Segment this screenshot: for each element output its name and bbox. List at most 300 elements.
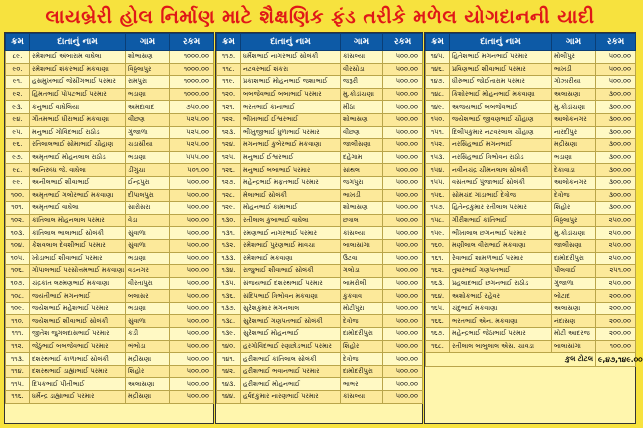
donor-no: ૧૧૭. <box>217 51 241 64</box>
table-row <box>6 328 214 341</box>
table-row <box>217 391 423 404</box>
header-village: ગામ <box>126 34 170 51</box>
donor-amount: ૫૦૦.૦૦ <box>383 391 423 404</box>
donor-village: સાંથલ <box>341 164 383 177</box>
donor-no: ૧૧૨. <box>6 340 30 353</box>
table-row <box>6 290 214 303</box>
table-row <box>6 302 214 315</box>
table-row <box>217 353 423 366</box>
donor-no: ૧૦૯. <box>6 302 30 315</box>
donor-amount: ૫૦૦.૦૦ <box>170 365 214 378</box>
table-row <box>6 252 214 265</box>
table-row <box>217 302 423 315</box>
table-row <box>6 164 214 177</box>
donor-amount: ૫૦૦.૦૦ <box>170 252 214 265</box>
donor-amount: ૫૦૦.૦૦ <box>383 101 423 114</box>
table-row <box>217 202 423 215</box>
table-row <box>217 139 423 152</box>
table-row <box>217 76 423 89</box>
donor-name: તુષારભાઈ ગણપતભાઈ <box>450 265 552 278</box>
table-row <box>6 265 214 278</box>
donor-no: ૧૦૨. <box>6 214 30 227</box>
table-row <box>6 76 214 89</box>
donor-no: ૧૧૧. <box>6 328 30 341</box>
header-name: દાતાનું નામ <box>30 34 126 51</box>
donor-no: ૧૪૨. <box>217 365 241 378</box>
donor-no: ૧૬૫. <box>426 302 450 315</box>
donor-no: ૧૪૦. <box>217 340 241 353</box>
table-row <box>426 151 636 164</box>
header-amount: રકમ <box>170 34 214 51</box>
donor-name: સુરેશભાઈ ગણપતભાઈ સોલંકી <box>241 315 341 328</box>
donor-amount: ૨૦૦.૦૦ <box>596 290 636 303</box>
donor-name: હરીશભાઈ કાંતિલાલ સોલંકી <box>241 353 341 366</box>
donor-village: ભાખડી <box>341 189 383 202</box>
table-row <box>6 126 214 139</box>
donor-no: ૯૧. <box>6 76 30 89</box>
donor-village: કાંસલ્યા <box>341 51 383 64</box>
table-row <box>6 139 214 152</box>
donor-name: અનિરુધ્ધ જે. વાઘેલા <box>30 164 126 177</box>
table-row <box>6 365 214 378</box>
donor-amount: ૫૦૦.૦૦ <box>383 189 423 202</box>
donor-village: બોટાદ <box>552 290 596 303</box>
donor-village: અલાસણા <box>126 378 170 391</box>
header-village: ગામ <box>341 34 383 51</box>
donor-name: જેઠુભાઈ બબજેવભાઈ પરમાર <box>30 340 126 353</box>
donor-amount: ૫૦૦.૦૦ <box>170 227 214 240</box>
table-row <box>426 189 636 202</box>
donor-no: ૧૦૪. <box>6 239 30 252</box>
table-row <box>6 378 214 391</box>
donor-tables <box>4 32 643 424</box>
table-row <box>426 139 636 152</box>
table-row <box>426 88 636 101</box>
donor-no: ૧૫૮. <box>426 214 450 227</box>
donor-amount: ૫૫૫.૦૦ <box>170 151 214 164</box>
donor-no: ૧૨૭. <box>217 176 241 189</box>
donor-amount: ૫૦૦.૦૦ <box>383 126 423 139</box>
donor-name: મહેન્દ્રભાઈ જેઠાભાઈ પરમાર <box>450 328 552 341</box>
donor-amount: ૫૦૦.૦૦ <box>383 252 423 265</box>
table-row <box>426 214 636 227</box>
donor-no: ૧૩૧. <box>217 227 241 240</box>
table-row <box>426 239 636 252</box>
donor-village: ભંભોડા <box>126 340 170 353</box>
donor-no: ૧૬૭. <box>426 328 450 341</box>
table-row <box>217 214 423 227</box>
donor-amount: ૫૦૦.૦૦ <box>383 277 423 290</box>
donor-amount: ૫૦૦.૦૦ <box>170 202 214 215</box>
donor-name: કાંતિલાલ મોહનલાલ પરમાર <box>30 214 126 227</box>
donor-no: ૧૦૦. <box>6 189 30 202</box>
donor-amount: ૨૫૦.૦૦ <box>596 252 636 265</box>
donor-amount: ૫૦૦.૦૦ <box>170 290 214 303</box>
donor-amount: ૫૦૦.૦૦ <box>170 340 214 353</box>
donor-no: ૧૫૩. <box>426 151 450 164</box>
donor-village: ઉટવા <box>341 252 383 265</box>
donor-amount: ૫૦૦.૦૦ <box>383 202 423 215</box>
donor-no: ૧૩૭. <box>217 302 241 315</box>
table-row <box>6 239 214 252</box>
table-row <box>217 101 423 114</box>
donor-amount: ૫૦૦.૦૦ <box>383 365 423 378</box>
donor-name: મનુભાઈ ઈશ્વરભાઈ <box>241 151 341 164</box>
donor-village: કાંસલ્યા <box>341 391 383 404</box>
donor-no: ૧૦૫. <box>6 252 30 265</box>
donor-village: શોભાસણ <box>126 51 170 64</box>
donor-village: નંદાસણ <box>552 315 596 328</box>
donor-name: મગનભાઈ કુબેરભાઈ મકવાણા <box>241 139 341 152</box>
donor-village: વીંછણ <box>341 126 383 139</box>
donor-name: ભીખાભાઈ ઈશ્વરભાઈ <box>241 113 341 126</box>
donor-village: જરૂરી <box>341 76 383 89</box>
donor-village: જાલીસણા <box>552 239 596 252</box>
table-row <box>6 214 214 227</box>
donor-amount: ૩૦૦.૦૦ <box>596 88 636 101</box>
donor-village: વીરસોડા <box>341 63 383 76</box>
donor-no: ૧૨૧. <box>217 101 241 114</box>
donor-no: ૯૨. <box>6 88 30 101</box>
donor-name: હસમુખભાઈ જેસીંગભાઈ પરમાર <box>30 76 126 89</box>
donor-name: રતીલાલ કુબાભાઈ વાઘેલા <box>241 214 341 227</box>
donor-amount: ૧૦૦૦.૦૦ <box>170 76 214 89</box>
donor-amount: ૫૦૦.૦૦ <box>170 176 214 189</box>
donor-name: ધીરુભાઈ જોઈતારામ પરમાર <box>450 76 552 89</box>
donor-village: દામોદરીપુરા <box>552 252 596 265</box>
total-amount: ૯,૪૭,૧૪૯.૦૦ <box>596 353 636 367</box>
donor-amount: ૫૨૫.૦૦ <box>170 139 214 152</box>
donor-name: રતીલાલ બાબુલાલ એસ. ચાવડા <box>450 340 552 353</box>
donor-name: હિતેન્દ્રકુમાર રતીલાલ પરમાર <box>450 202 552 215</box>
donor-village: ભડાણા <box>126 302 170 315</box>
donor-no: ૧૨૬. <box>217 164 241 177</box>
donor-amount: ૫૦૦.૦૦ <box>383 214 423 227</box>
table-row <box>6 202 214 215</box>
donor-village: દેકાવાડા <box>552 164 596 177</box>
donor-village: ડીંગુચા <box>126 164 170 177</box>
donor-name: ચંદ્રકાંત લક્ષ્મણભાઈ મકવાણા <box>30 277 126 290</box>
donor-amount: ૩૦૦.૦૦ <box>596 151 636 164</box>
donor-amount: ૧૦૦૦.૦૦ <box>170 51 214 64</box>
table-row <box>217 113 423 126</box>
donor-name: ગીરીશભાઈ કાંતિભાઈ <box>450 214 552 227</box>
table-row <box>217 227 423 240</box>
donor-village: સુંવાળા <box>126 227 170 240</box>
table-row <box>6 227 214 240</box>
table-row <box>217 328 423 341</box>
table-row <box>426 164 636 177</box>
donor-name: હિતેશભાઈ મગનભાઈ પરમાર <box>450 51 552 64</box>
table-row <box>6 101 214 114</box>
page-title: લાયબ્રેરી હોલ નિર્માણ માટે શૈક્ષણિક ફંડ તરીકે મળેલ યોગદાનની યાદી <box>45 6 595 28</box>
donor-village: મદ્રીસણા <box>552 139 596 152</box>
table-row <box>426 101 636 114</box>
donor-village: કડી <box>126 328 170 341</box>
donor-village: મુ.કોડાંચણા <box>552 101 596 114</box>
donor-amount: ૨૦૦.૦૦ <box>596 328 636 341</box>
donor-amount: ૫૦૦.૦૦ <box>383 353 423 366</box>
donor-amount: ૫૦૦.૦૦ <box>383 88 423 101</box>
header-no: ક્રમ <box>217 34 241 51</box>
donor-name: રેવાભાઈ શામળભાઈ પરમાર <box>450 252 552 265</box>
donor-no: ૧૧૦. <box>6 315 30 328</box>
donor-no: ૧૧૩. <box>6 353 30 366</box>
donor-village: ગલોડા <box>341 265 383 278</box>
donor-no: ૧૫૯. <box>426 227 450 240</box>
donor-village: ભાભર <box>341 378 383 391</box>
donor-name: ભરતભાઈ કાનાભાઈ <box>241 101 341 114</box>
donor-name: હિંમતભાઈ પોપટભાઈ પરમાર <box>30 88 126 101</box>
table-row <box>217 290 423 303</box>
donor-village: બામરોલી <box>341 277 383 290</box>
donor-no: ૧૩૯. <box>217 328 241 341</box>
donor-no: ૧૦૧. <box>6 202 30 215</box>
donor-village: ગુંજાળા <box>126 126 170 139</box>
donor-amount: ૫૨૫.૦૦ <box>170 113 214 126</box>
donor-name: દશરથભાઈ ડાહ્યાભાઈ પરમાર <box>30 365 126 378</box>
header-name: દાતાનું નામ <box>450 34 552 51</box>
table-row <box>6 315 214 328</box>
donor-amount: ૫૦૦.૦૦ <box>383 113 423 126</box>
donor-name: દિપકભાઈ પીતીભાઈ <box>30 378 126 391</box>
donor-name: સંદિપભાઈ ત્રિભોવન મકવાણા <box>241 290 341 303</box>
donor-amount: ૨૦૦.૦૦ <box>596 315 636 328</box>
donor-village: મોટી આદરજ <box>552 328 596 341</box>
donor-name: કાંતિલાલ ભાલાભાઈ સોલંકી <box>30 227 126 240</box>
donor-no: ૧૬૨. <box>426 265 450 278</box>
donor-name: પ્રવિણભાઈ શીવાભાઈ પરમાર <box>450 63 552 76</box>
donor-amount: ૫૦૦.૦૦ <box>170 315 214 328</box>
donor-no: ૧૦૮. <box>6 290 30 303</box>
donor-village: શોભાસણ <box>341 202 383 215</box>
donor-no: ૧૪૧. <box>217 353 241 366</box>
table-row <box>426 126 636 139</box>
donor-amount: ૫૦૦.૦૦ <box>383 227 423 240</box>
donor-amount: ૫૦૦.૦૦ <box>170 214 214 227</box>
donor-name: હર્ષદકુમાર નારણભાઈ પરમાર <box>241 391 341 404</box>
donor-village: બલાસર <box>126 290 170 303</box>
table-row <box>426 290 636 303</box>
donor-village: મોટીપુરા <box>341 302 383 315</box>
table-row <box>6 113 214 126</box>
donor-amount: ૫૦૦.૦૦ <box>383 302 423 315</box>
donor-village: બાલાસાંગા <box>552 340 596 353</box>
donor-name: નરસિંહભાઈ ત્રિભોવન રાઠોડ <box>450 151 552 164</box>
table-header <box>426 34 636 51</box>
donor-name: જયંતીભાઈ મગનભાઈ <box>30 290 126 303</box>
donor-amount: ૨૫૦.૦૦ <box>596 239 636 252</box>
donor-amount: ૫૦૦.૦૦ <box>170 277 214 290</box>
donor-amount: ૧૦૦૦.૦૦ <box>170 63 214 76</box>
donor-amount: ૫૦૦.૦૦ <box>383 290 423 303</box>
donor-name: કેશવલાલ દેવશીભાઈ પરમાર <box>30 239 126 252</box>
donor-village: દહેગામ <box>341 151 383 164</box>
table-row <box>426 315 636 328</box>
donor-amount: ૨૫૦.૦૦ <box>596 214 636 227</box>
table-header <box>217 34 423 51</box>
donor-amount: ૫૦૦.૦૦ <box>383 328 423 341</box>
donor-name: મોહનભાઈ કામાભાઈ <box>241 202 341 215</box>
table-row <box>217 176 423 189</box>
donor-no: ૧૬૬. <box>426 315 450 328</box>
header-name: દાતાનું નામ <box>241 34 341 51</box>
donor-village: ગુંજાળા <box>552 277 596 290</box>
donor-no: ૧૧૬. <box>6 391 30 404</box>
donor-no: ૧૬૧. <box>426 252 450 265</box>
donor-table-column-3 <box>424 32 643 424</box>
donor-name: ધર્મેન્દ્ર ડાહ્યાભાઈ પરમાર <box>30 391 126 404</box>
donor-village: શિહોર <box>126 365 170 378</box>
table-row <box>426 265 636 278</box>
table-row <box>426 328 636 341</box>
donor-name: ભીખુજીભાઈ ધુળાભાઈ પરમાર <box>241 126 341 139</box>
donor-no: ૧૪૮. <box>426 88 450 101</box>
donor-no: ૧૪૩. <box>217 378 241 391</box>
donor-no: ૧૩૮. <box>217 315 241 328</box>
donor-name: હરીશભાઈ ભવાનભાઈ પરમાર <box>241 365 341 378</box>
table-row <box>217 88 423 101</box>
table-row <box>6 189 214 202</box>
donor-no: ૧૫૦. <box>426 113 450 126</box>
header-no: ક્રમ <box>6 34 30 51</box>
donor-no: ૧૧૮. <box>217 63 241 76</box>
donor-amount: ૫૦૦.૦૦ <box>170 302 214 315</box>
donor-amount: ૩૦૦.૦૦ <box>596 176 636 189</box>
donor-no: ૧૨૩. <box>217 126 241 139</box>
donor-amount: ૫૦૦.૦૦ <box>383 176 423 189</box>
donor-village: ગોઝારીયા <box>552 76 596 89</box>
header-village: ગામ <box>552 34 596 51</box>
donor-village: ભાખડી <box>552 63 596 76</box>
donor-name: સુરેશભાઈ મોહનભાઈ <box>241 328 341 341</box>
donor-name: રમેશભાઈ અંબારામ વાઘેલા <box>30 51 126 64</box>
donor-amount: ૫૨૫.૦૦ <box>170 126 214 139</box>
donor-no: ૯૪. <box>6 113 30 126</box>
donor-amount: ૫૦૦.૦૦ <box>170 239 214 252</box>
donor-name: કનુભાઈ વાઘેલિયા <box>30 101 126 114</box>
donor-village: વીરતાપુરા <box>126 277 170 290</box>
donor-no: ૯૦. <box>6 63 30 76</box>
donor-name: જયેશભાઈ શીવાભાઈ સોલંકી <box>30 315 126 328</box>
table-row <box>217 365 423 378</box>
donor-village: મદ્રીસણા <box>126 353 170 366</box>
donor-amount: ૫૦૦.૦૦ <box>383 239 423 252</box>
donor-no: ૧૩૦. <box>217 214 241 227</box>
donor-name: અનીલભાઈ શીવાભાઈ <box>30 176 126 189</box>
donor-amount: ૫૦૦.૦૦ <box>170 353 214 366</box>
donor-amount: ૫૦૦.૦૦ <box>170 378 214 391</box>
donor-name: ચંદુભાઈ મકવાણા <box>450 302 552 315</box>
donor-no: ૧૩૪. <box>217 265 241 278</box>
donor-name: સંજયભાઈ દશરથભાઈ પરમાર <box>241 277 341 290</box>
donor-amount: ૫૦૦.૦૦ <box>596 51 636 64</box>
donor-village: અમદાવાદ <box>126 101 170 114</box>
donor-no: ૯૩. <box>6 101 30 114</box>
donor-amount: ૫૦૦.૦૦ <box>383 151 423 164</box>
table-row <box>426 202 636 215</box>
table-row <box>6 277 214 290</box>
donor-village: આલોકનગર <box>552 113 596 126</box>
donor-village: શોભાસણ <box>341 113 383 126</box>
donor-village: વિઠ્ઠલાપુર <box>126 63 170 76</box>
table-row <box>217 252 423 265</box>
table-row <box>426 277 636 290</box>
donor-amount: ૫૦૦.૦૦ <box>383 315 423 328</box>
donor-amount: ૧૦૦૦.૦૦ <box>170 88 214 101</box>
donor-amount: ૩૦૦.૦૦ <box>596 189 636 202</box>
table-row <box>217 51 423 64</box>
donor-name: રાજુભાઈ શીવાભાઈ સોલંકી <box>241 265 341 278</box>
donor-amount: ૫૦૦.૦૦ <box>383 139 423 152</box>
donor-village: દામોદરીપુરા <box>341 328 383 341</box>
donor-amount: ૫૦૦.૦૦ <box>383 378 423 391</box>
donor-amount: ૫૦૦.૦૦ <box>383 265 423 278</box>
donor-no: ૯૯. <box>6 176 30 189</box>
donor-village: મીઠા <box>341 101 383 114</box>
donor-amount: ૫૦૦.૦૦ <box>170 189 214 202</box>
table-row <box>217 164 423 177</box>
donor-no: ૯૬. <box>6 139 30 152</box>
donor-village: પીલવાઈ <box>552 265 596 278</box>
donor-village: મુ.કોડાંચણા <box>341 88 383 101</box>
donor-no: ૯૫. <box>6 126 30 139</box>
table-row <box>217 277 423 290</box>
table-row <box>217 189 423 202</box>
table-row <box>6 63 214 76</box>
donor-no: ૧૧૪. <box>6 365 30 378</box>
donor-amount: ૧૦૦.૦૦ <box>596 340 636 353</box>
donor-no: ૧૨૫. <box>217 151 241 164</box>
table-row <box>6 51 214 64</box>
donor-name: પ્રકાશભાઈ મોહનભાઈ જશાભાઈ <box>241 76 341 89</box>
donor-amount: ૫૦૦.૦૦ <box>383 63 423 76</box>
donor-name: મેલાભાઈ સોલંકી <box>241 189 341 202</box>
donor-name: દિલીપકુમાર નટવરલાલ ચૌહાણ <box>450 126 552 139</box>
donor-no: ૧૦૭. <box>6 277 30 290</box>
donor-name: હરગોવિંદભાઈ રણછોડભાઈ પરમાર <box>241 340 341 353</box>
donor-amount: ૩૦૦.૦૦ <box>596 101 636 114</box>
donor-village: સારોસરા <box>126 202 170 215</box>
header-amount: રકમ <box>596 34 636 51</box>
table-row <box>426 252 636 265</box>
donor-village: બાલાસાંગા <box>341 239 383 252</box>
donor-no: ૧૪૬. <box>426 63 450 76</box>
donor-name: રમેશભાઈ પુરણભાઈ માવચા <box>241 239 341 252</box>
donor-village: વડનગર <box>126 265 170 278</box>
donor-name: ગોપાલભાઈ પરસોત્તમભાઈ મકવાણા <box>30 265 126 278</box>
donor-name: અજયભાઈ બબજેવભાઈ <box>450 101 552 114</box>
table-row <box>426 76 636 89</box>
donor-name: અશોકભાઈ રહેવર <box>450 290 552 303</box>
donor-no: ૧૨૮. <box>217 189 241 202</box>
donor-amount: ૫૦૦.૦૦ <box>170 328 214 341</box>
donor-amount: ૨૫૦.૦૦ <box>596 227 636 240</box>
donor-no: ૧૧૫. <box>6 378 30 391</box>
donor-table-column-1 <box>4 32 214 424</box>
donor-amount: ૩૦૦.૦૦ <box>596 164 636 177</box>
donor-name: દશરથભાઈ કાળાભાઈ સોલંકી <box>30 353 126 366</box>
donor-name: હરીશભાઈ મોહનભાઈ <box>241 378 341 391</box>
donor-no: ૧૫૭. <box>426 202 450 215</box>
donor-village: ભડાણા <box>552 151 596 164</box>
donor-village: રામપુરા <box>126 76 170 89</box>
donor-amount: ૩૦૦.૦૦ <box>596 113 636 126</box>
donor-name: રમેશભાઈ શંકરભાઈ મકવાણા <box>30 63 126 76</box>
donor-no: ૧૫૬. <box>426 189 450 202</box>
table-row <box>6 176 214 189</box>
donor-village: અલાસણા <box>552 302 596 315</box>
